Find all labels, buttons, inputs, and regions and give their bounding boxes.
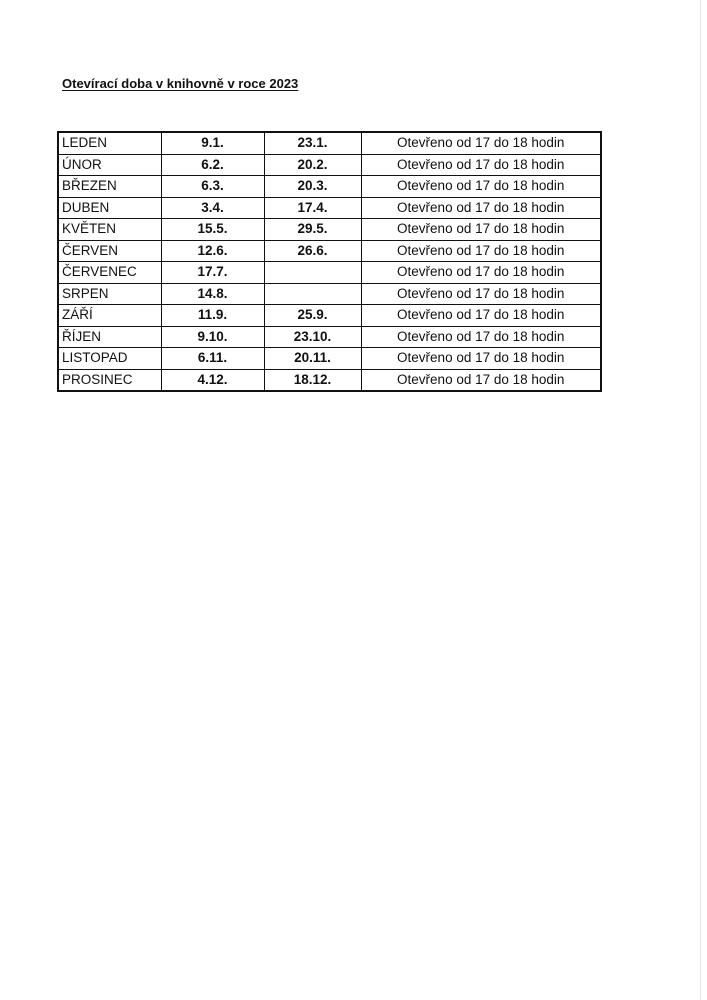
second-date-cell: [264, 262, 361, 284]
first-date-cell: 9.10.: [161, 326, 264, 348]
document-title: Otevírací doba v knihovně v roce 2023: [62, 76, 299, 91]
table-row: [58, 154, 601, 176]
opening-note-cell: Otevřeno od 17 do 18 hodin: [361, 176, 601, 198]
opening-note-cell: Otevřeno od 17 do 18 hodin: [361, 240, 601, 262]
first-date-cell: 6.2.: [161, 154, 264, 176]
second-date-cell: [264, 283, 361, 305]
first-date-cell: 3.4.: [161, 197, 264, 219]
second-date-cell: 20.2.: [264, 154, 361, 176]
table-row: [58, 305, 601, 327]
month-cell: BŘEZEN: [58, 176, 161, 198]
table-row: [58, 369, 601, 391]
first-date-cell: 6.11.: [161, 348, 264, 370]
second-date-cell: 23.1.: [264, 132, 361, 154]
opening-note-cell: Otevřeno od 17 do 18 hodin: [361, 132, 601, 154]
page-edge-line: [700, 0, 701, 1000]
month-cell: LEDEN: [58, 132, 161, 154]
table-row: [58, 262, 601, 284]
first-date-cell: 15.5.: [161, 219, 264, 241]
opening-note-cell: Otevřeno od 17 do 18 hodin: [361, 348, 601, 370]
opening-note-cell: Otevřeno od 17 do 18 hodin: [361, 154, 601, 176]
table-row: [58, 283, 601, 305]
table-row: [58, 240, 601, 262]
second-date-cell: 20.11.: [264, 348, 361, 370]
table-row: [58, 219, 601, 241]
table-row: [58, 132, 601, 154]
second-date-cell: 17.4.: [264, 197, 361, 219]
first-date-cell: 17.7.: [161, 262, 264, 284]
opening-hours-table: [57, 131, 602, 392]
first-date-cell: 12.6.: [161, 240, 264, 262]
second-date-cell: 29.5.: [264, 219, 361, 241]
table-row: [58, 326, 601, 348]
first-date-cell: 6.3.: [161, 176, 264, 198]
opening-note-cell: Otevřeno od 17 do 18 hodin: [361, 262, 601, 284]
month-cell: PROSINEC: [58, 369, 161, 391]
month-cell: ČERVENEC: [58, 262, 161, 284]
table-row: [58, 197, 601, 219]
opening-note-cell: Otevřeno od 17 do 18 hodin: [361, 219, 601, 241]
second-date-cell: 25.9.: [264, 305, 361, 327]
second-date-cell: 18.12.: [264, 369, 361, 391]
first-date-cell: 4.12.: [161, 369, 264, 391]
first-date-cell: 14.8.: [161, 283, 264, 305]
opening-note-cell: Otevřeno od 17 do 18 hodin: [361, 326, 601, 348]
table-row: [58, 176, 601, 198]
opening-note-cell: Otevřeno od 17 do 18 hodin: [361, 305, 601, 327]
month-cell: KVĚTEN: [58, 219, 161, 241]
opening-note-cell: Otevřeno od 17 do 18 hodin: [361, 369, 601, 391]
opening-note-cell: Otevřeno od 17 do 18 hodin: [361, 197, 601, 219]
month-cell: SRPEN: [58, 283, 161, 305]
opening-note-cell: Otevřeno od 17 do 18 hodin: [361, 283, 601, 305]
second-date-cell: 20.3.: [264, 176, 361, 198]
month-cell: ŘÍJEN: [58, 326, 161, 348]
second-date-cell: 23.10.: [264, 326, 361, 348]
month-cell: ZÁŘÍ: [58, 305, 161, 327]
table-row: [58, 348, 601, 370]
second-date-cell: 26.6.: [264, 240, 361, 262]
month-cell: ČERVEN: [58, 240, 161, 262]
month-cell: LISTOPAD: [58, 348, 161, 370]
month-cell: ÚNOR: [58, 154, 161, 176]
first-date-cell: 9.1.: [161, 132, 264, 154]
month-cell: DUBEN: [58, 197, 161, 219]
first-date-cell: 11.9.: [161, 305, 264, 327]
